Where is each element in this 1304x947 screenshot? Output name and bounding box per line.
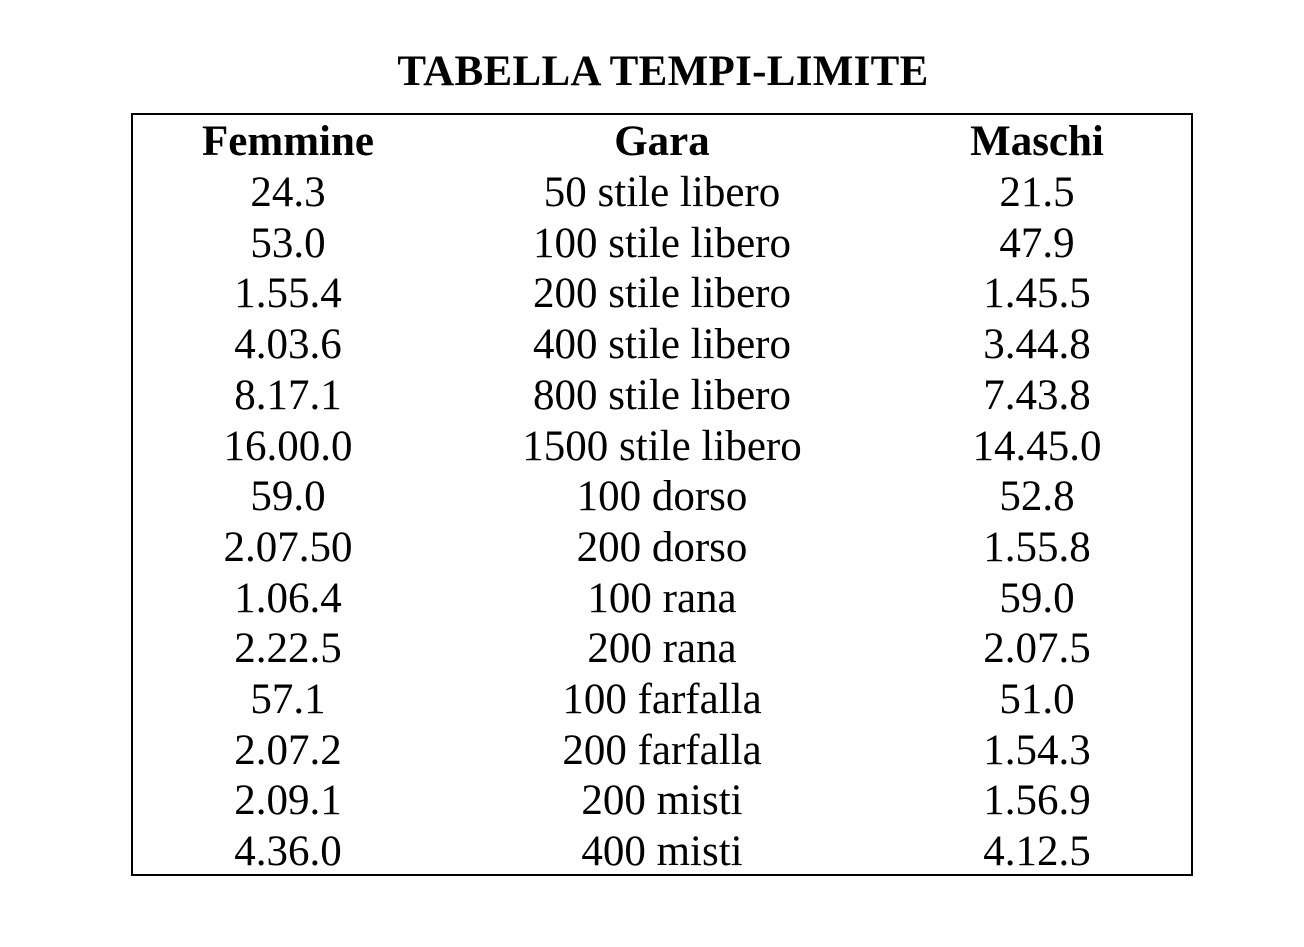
table-row (0, 471, 1304, 522)
maschi-time: 1.45.5 (983, 270, 1091, 318)
page-title: TABELLA TEMPI-LIMITE (397, 48, 929, 95)
femmine-time: 2.22.5 (234, 625, 342, 673)
maschi-time: 47.9 (999, 219, 1075, 267)
header-gara: Gara (614, 118, 710, 165)
femmine-time: 4.36.0 (234, 828, 342, 876)
gara-event: 100 rana (587, 574, 737, 622)
femmine-time: 59.0 (250, 473, 326, 521)
maschi-time: 4.12.5 (983, 828, 1091, 876)
femmine-time: 24.3 (250, 169, 326, 216)
gara-event: 400 stile libero (533, 321, 791, 369)
femmine-time: 2.07.50 (223, 523, 353, 571)
femmine-time: 2.07.2 (234, 726, 342, 774)
table-row (0, 370, 1304, 421)
gara-event: 200 rana (587, 625, 737, 673)
gara-event: 1500 stile libero (522, 422, 802, 470)
maschi-time: 51.0 (999, 676, 1075, 723)
maschi-time: 1.54.3 (983, 726, 1091, 774)
maschi-time: 21.5 (999, 169, 1075, 216)
table-row (0, 674, 1304, 725)
femmine-time: 1.55.4 (234, 270, 342, 318)
table-row (0, 775, 1304, 826)
table-row (0, 421, 1304, 472)
table-row (0, 725, 1304, 776)
table-row (0, 268, 1304, 319)
femmine-time: 53.0 (250, 219, 326, 267)
gara-event: 100 dorso (576, 473, 748, 521)
header-maschi: Maschi (970, 118, 1104, 165)
maschi-time: 2.07.5 (983, 625, 1091, 673)
table-row (0, 319, 1304, 370)
header-femmine: Femmine (202, 118, 374, 165)
table-row (0, 522, 1304, 573)
gara-event: 100 farfalla (562, 676, 762, 723)
table-row (0, 218, 1304, 269)
femmine-time: 57.1 (250, 676, 326, 723)
gara-event: 100 stile libero (533, 219, 791, 267)
maschi-time: 1.56.9 (983, 777, 1091, 825)
femmine-time: 8.17.1 (234, 371, 342, 419)
maschi-time: 52.8 (999, 473, 1075, 521)
femmine-time: 4.03.6 (234, 321, 342, 369)
maschi-time: 7.43.8 (983, 371, 1091, 419)
maschi-time: 14.45.0 (972, 422, 1102, 470)
maschi-time: 1.55.8 (983, 523, 1091, 571)
maschi-time: 3.44.8 (983, 321, 1091, 369)
table-header-row (0, 116, 1304, 167)
table-row (0, 826, 1304, 877)
gara-event: 200 stile libero (533, 270, 791, 318)
gara-event: 400 misti (581, 828, 743, 876)
femmine-time: 1.06.4 (234, 574, 342, 622)
table-row (0, 573, 1304, 624)
femmine-time: 16.00.0 (223, 422, 353, 470)
table-row (0, 167, 1304, 218)
table-row (0, 623, 1304, 674)
gara-event: 800 stile libero (533, 371, 791, 419)
femmine-time: 2.09.1 (234, 777, 342, 825)
gara-event: 200 misti (581, 777, 743, 825)
gara-event: 50 stile libero (543, 169, 781, 216)
gara-event: 200 farfalla (562, 726, 762, 774)
gara-event: 200 dorso (576, 523, 748, 571)
maschi-time: 59.0 (999, 574, 1075, 622)
